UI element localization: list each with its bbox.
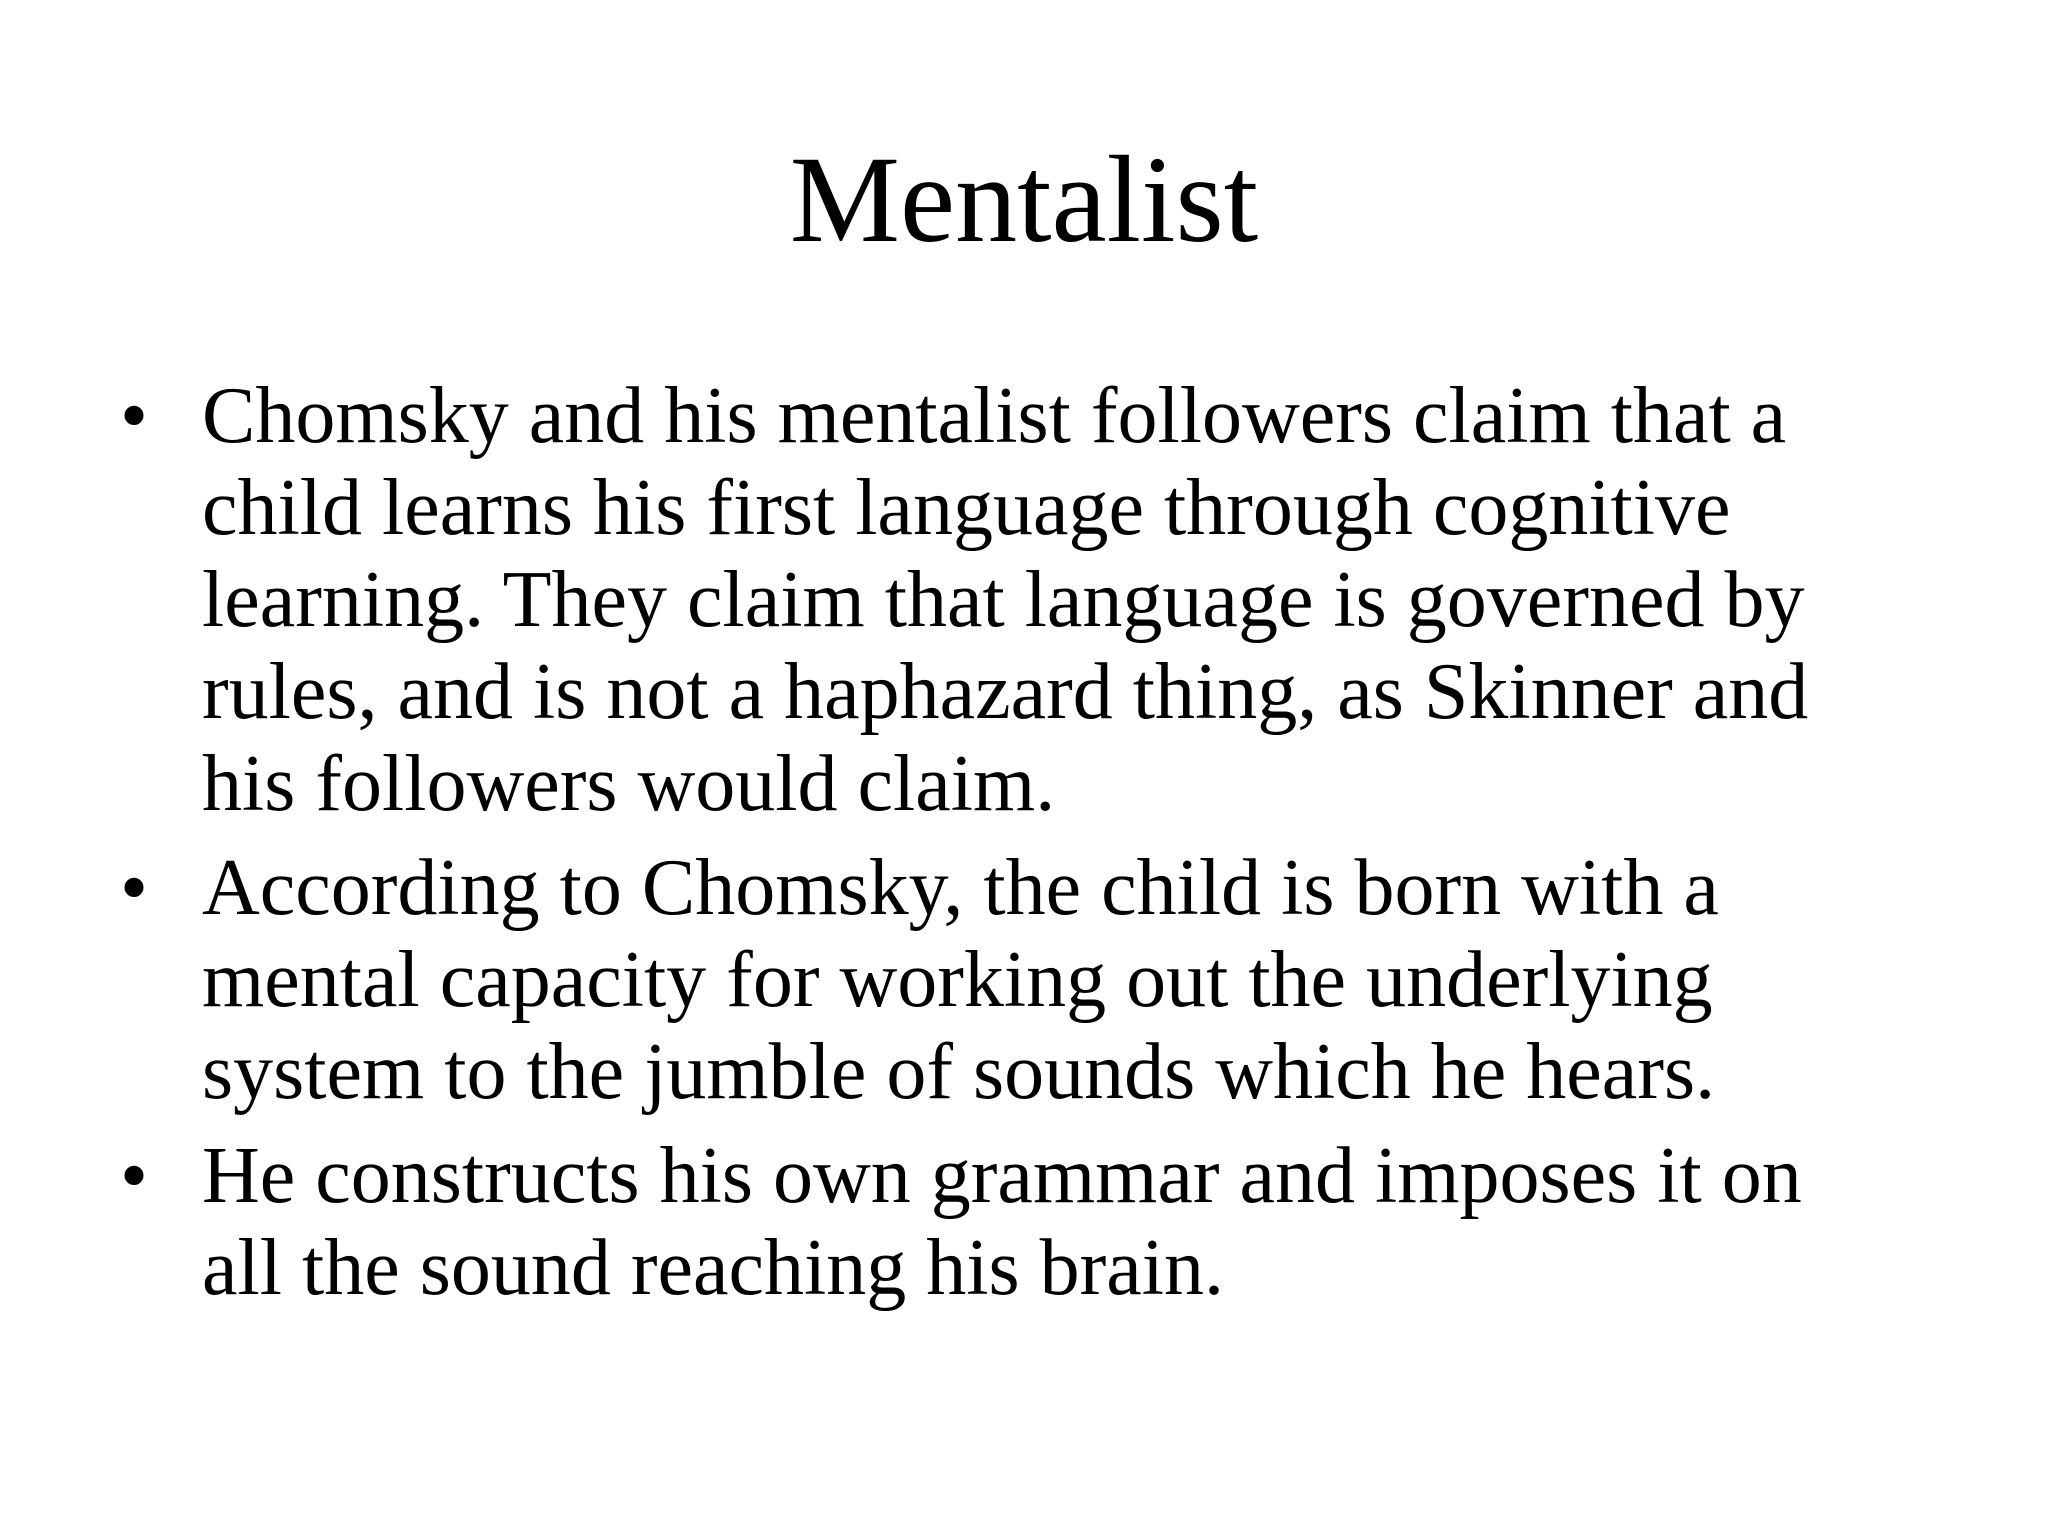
bullet-text <box>202 842 2008 1118</box>
bullet-line: system to the jumble of sounds which he hears. <box>202 1028 1716 1116</box>
bullet-line: According to Chomsky, the child is born with a <box>202 844 1719 932</box>
bullet-item <box>0 842 2048 1118</box>
bullet-item <box>0 370 2048 830</box>
bullet-icon: • <box>120 844 149 932</box>
bullet-list <box>0 370 2048 1326</box>
bullet-line: Chomsky and his mentalist followers claim that a <box>202 372 1787 460</box>
bullet-line: mental capacity for working out the underlying <box>202 936 1713 1024</box>
slide-title: Mentalist <box>789 131 1259 268</box>
bullet-line: rules, and is not a haphazard thing, as Skinner and <box>202 648 1809 736</box>
bullet-icon: • <box>120 372 149 460</box>
bullet-line: all the sound reaching his brain. <box>202 1224 1224 1312</box>
bullet-line: He constructs his own grammar and imposes it on <box>202 1132 1802 1220</box>
bullet-icon: • <box>120 1132 149 1220</box>
bullet-line: his followers would claim. <box>202 740 1056 828</box>
bullet-text <box>202 370 2008 830</box>
bullet-line: learning. They claim that language is governed by <box>202 556 1805 644</box>
bullet-text <box>202 1130 2008 1314</box>
bullet-line: child learns his first language through cognitive <box>202 464 1731 552</box>
bullet-item <box>0 1130 2048 1314</box>
